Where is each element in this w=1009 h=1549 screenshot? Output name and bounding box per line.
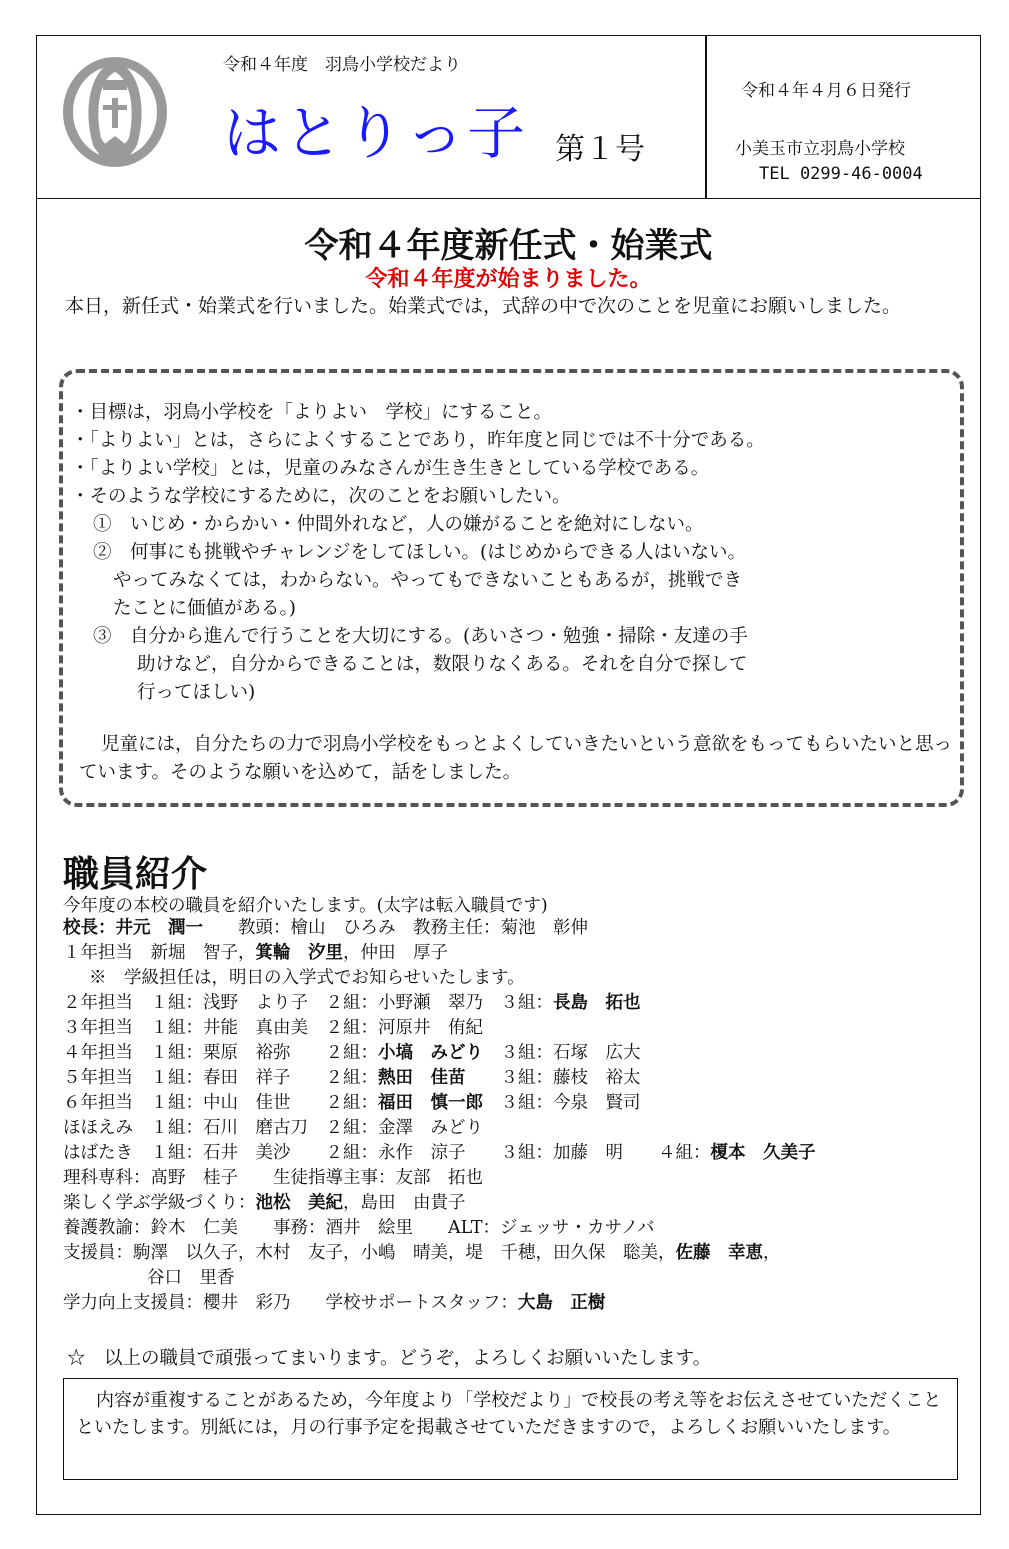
roster-row: １年担当 新堀 智子，箕輪 汐里，仲田 厚子 (63, 943, 448, 963)
roster-row: ※ 学級担任は，明日の入学式でお知らせいたします。 (89, 968, 525, 988)
request-item-3-cont: 助けなど，自分からできることは，数限りなくある。それを自分で探して (137, 654, 748, 675)
roster-row: 養護教諭：鈴木 仁美 事務：酒井 絵里 ALT：ジェッサ・カサノバ (63, 1218, 655, 1238)
roster-row: ２年担当 １組：浅野 より子 ２組：小野瀬 翠乃 ３組：長島 拓也 (63, 993, 641, 1013)
roster-row: 楽しく学ぶ学級づくり：池松 美紀，島田 由貴子 (63, 1193, 466, 1213)
closing-message: ☆ 以上の職員で頑張ってまいります。どうぞ，よろしくお願いいたします。 (67, 1348, 712, 1369)
school-name: 小美玉市立羽鳥小学校 (735, 139, 905, 159)
school-phone: TEL 0299-46-0004 (759, 164, 923, 184)
roster-row: 谷口 里香 (147, 1268, 235, 1288)
staff-intro: 今年度の本校の職員を紹介いたします。(太字は転入職員です) (63, 896, 548, 916)
newsletter-name: はとりっ子 (223, 99, 529, 167)
roster-row: ほほえみ １組：石川 磨古刀 ２組：金澤 みどり (63, 1118, 483, 1138)
roster-row: ３年担当 １組：井能 真由美 ２組：河原井 侑紀 (63, 1018, 483, 1038)
speech-line: ・「よりよい」とは，さらによくすることであり，昨年度と同じでは不十分である。 (71, 430, 765, 451)
request-item-2-cont: たことに価値がある。) (113, 598, 296, 619)
request-item-2-cont: やってみなくては，わからない。やってもできないこともあるが，挑戦でき (113, 570, 743, 591)
staff-roster (63, 916, 978, 1316)
newsletter-page (36, 35, 981, 1515)
speech-lines (71, 399, 961, 707)
request-item-2: ② 何事にも挑戦やチャレンジをしてほしい。(はじめからできる人はいない。 (93, 542, 747, 563)
roster-row: 校長：井元 潤一 教頭：檜山 ひろみ 教務主任：菊池 彰伸 (63, 918, 588, 938)
notice-box (63, 1378, 958, 1480)
speech-line: ・目標は，羽鳥小学校を「よりよい 学校」にすること。 (71, 402, 553, 423)
speech-line: ・そのような学校にするために，次のことをお願いしたい。 (71, 486, 571, 507)
article-subtitle: 令和４年度が始まりました。 (365, 267, 652, 292)
speech-closing: 児童には，自分たちの力で羽鳥小学校をもっとよくしていきたいという意欲をもってもらいたいと思っています。そのような願いを込めて，話をしました。 (79, 734, 953, 783)
staff-heading: 職員紹介 (63, 854, 208, 895)
speech-box (59, 369, 964, 807)
roster-row: ４年担当 １組：栗原 裕弥 ２組：小塙 みどり ３組：石塚 広大 (63, 1043, 641, 1063)
request-item-1: ① いじめ・からかい・仲間外れなど，人の嫌がることを絶対にしない。 (93, 514, 704, 535)
speech-line: ・「よりよい学校」とは，児童のみなさんが生き生きとしている学校である。 (71, 458, 710, 479)
roster-row: 学力向上支援員：櫻井 彩乃 学校サポートスタッフ：大島 正樹 (63, 1293, 606, 1313)
roster-row: ６年担当 １組：中山 佳世 ２組：福田 慎一郎 ３組：今泉 賢司 (63, 1093, 641, 1113)
issue-date: 令和４年４月６日発行 (741, 81, 911, 101)
notice-text: 内容が重複することがあるため，今年度より「学校だより」で校長の考え等をお伝えさせていただくことといたします。別紙には，月の行事予定を掲載させていただきますので，よろしくお願いいたします。 (76, 1390, 942, 1438)
masthead (37, 36, 980, 199)
article-intro: 本日，新任式・始業式を行いました。始業式では，式辞の中で次のことを児童にお願いしました。 (65, 295, 902, 317)
newsletter-series: 令和４年度 羽鳥小学校だより (223, 55, 461, 75)
roster-row: はばたき １組：石井 美沙 ２組：永作 涼子 ３組：加藤 明 ４組：榎本 久美子 (63, 1143, 816, 1163)
roster-row: 支援員：駒澤 以久子，木村 友子，小嶋 晴美，堤 千穂，田久保 聡美，佐藤 幸恵， (63, 1243, 781, 1263)
request-item-3: ③ 自分から進んで行うことを大切にする。(あいさつ・勉強・掃除・友達の手 (93, 626, 748, 647)
roster-row: 理科専科：髙野 桂子 生徒指導主事：友部 拓也 (63, 1168, 483, 1188)
request-item-3-cont: 行ってほしい) (137, 682, 256, 703)
header-divider (705, 36, 707, 198)
roster-row: ５年担当 １組：春田 祥子 ２組：熱田 佳苗 ３組：藤枝 裕太 (63, 1068, 641, 1088)
issue-number: 第１号 (555, 132, 645, 167)
article-title: 令和４年度新任式・始業式 (304, 226, 713, 266)
school-emblem-icon (59, 50, 171, 170)
